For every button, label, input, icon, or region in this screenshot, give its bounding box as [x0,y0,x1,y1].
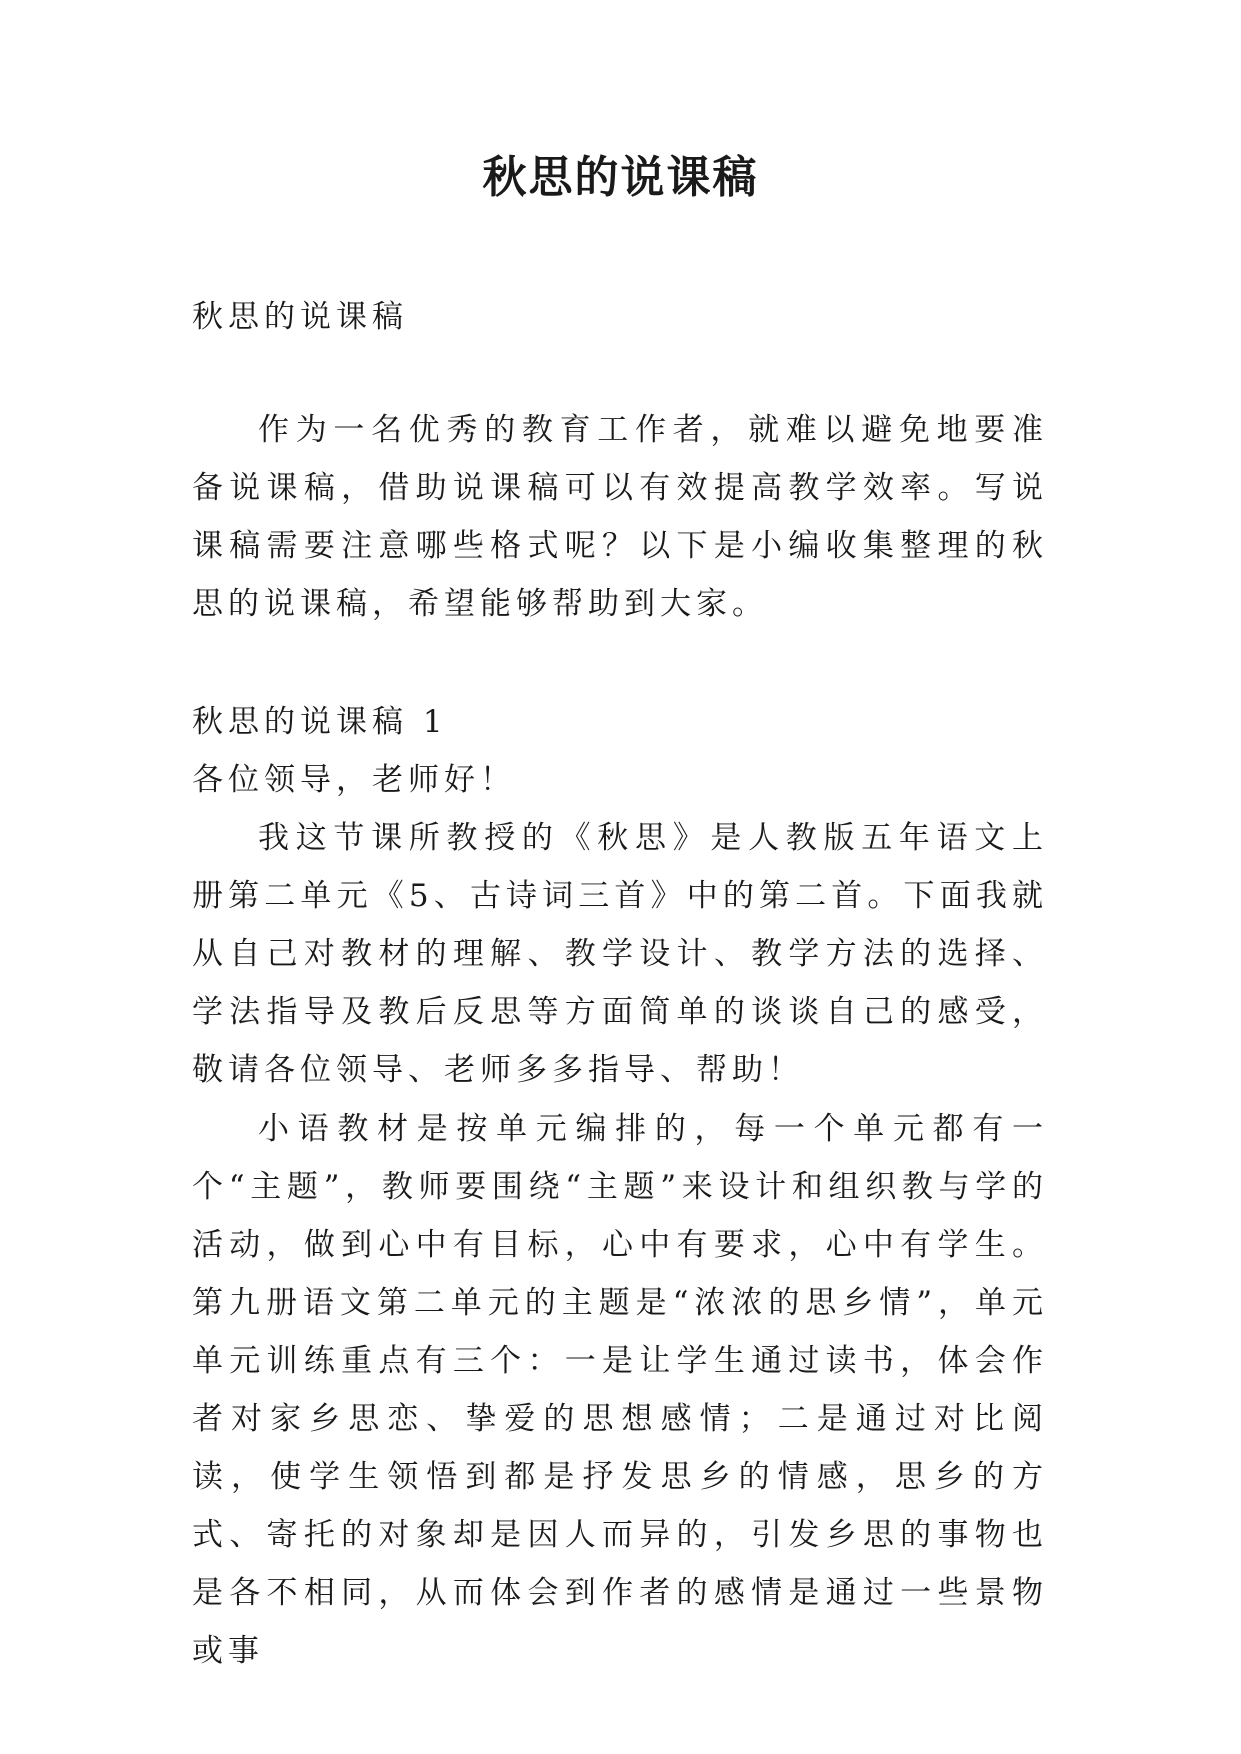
section-heading: 秋思的说课稿 1 [192,704,448,740]
intro-paragraph: 作为一名优秀的教育工作者，就难以避免地要准备说课稿，借助说课稿可以有效提高教学效率。写说课稿需要注意哪些格式呢？以下是小编收集整理的秋思的说课稿，希望能够帮助到大家。 [192,412,1048,622]
body-paragraph-2: 小语教材是按单元编排的，每一个单元都有一个“主题”，教师要围绕“主题”来设计和组织教与学的活动，做到心中有目标，心中有要求，心中有学生。第九册语文第二单元的主题是“浓浓的思乡情”，单元单元训练重点有三个：一是让学生通过读书，体会作者对家乡思恋、挚爱的思想感情；二是通过对比阅读，使学生领悟到都是抒发思乡的情感，思乡的方式、寄托的对象却是因人而异的，引发乡思的事物也是各不相同，从而体会到作者的感情是通过一些景物或事 [192,1111,1048,1669]
document-subtitle: 秋思的说课稿 [192,299,408,335]
document-title: 秋思的说课稿 [482,152,759,203]
body-paragraph-1: 我这节课所教授的《秋思》是人教版五年语文上册第二单元《5、古诗词三首》中的第二首。下面我就从自己对教材的理解、教学设计、教学方法的选择、学法指导及教后反思等方面简单的谈谈自己的感受，敬请各位领导、老师多多指导、帮助！ [192,820,1048,1088]
greeting-line: 各位领导，老师好！ [192,762,516,798]
